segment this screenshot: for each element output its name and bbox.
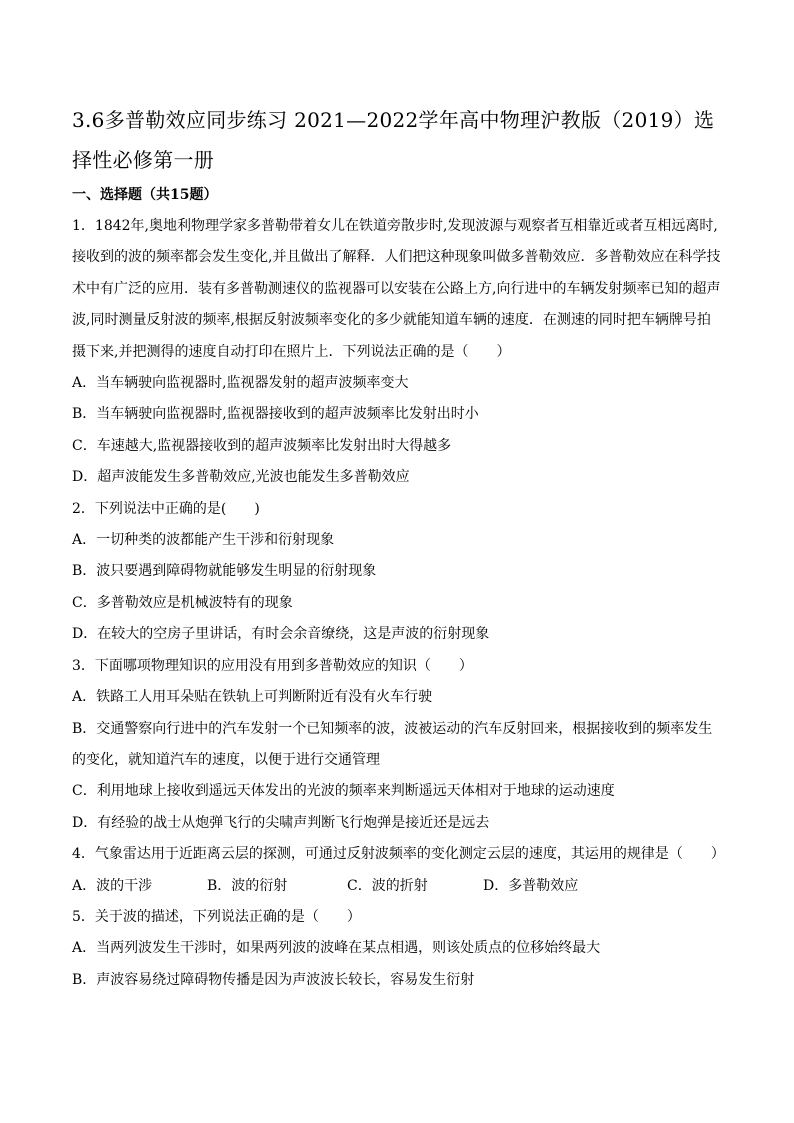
question-4-option-d: D．多普勒效应	[483, 877, 579, 894]
question-3-option-c: C．利用地球上接收到遥远天体发出的光波的频率来判断遥远天体相对于地球的运动速度	[72, 783, 615, 800]
question-2-option-a: A．一切种类的波都能产生干涉和衍射现象	[72, 532, 335, 549]
question-3-option-a: A．铁路工人用耳朵贴在铁轨上可判断附近有没有火车行驶	[72, 689, 433, 706]
question-3-option-b: B．交通警察向行进中的汽车发射一个已知频率的波，波被运动的汽车反射回来，根据接收到的频率发生的变化，就知道汽车的速度，以便于进行交通管理	[72, 720, 713, 768]
question-2-option-d: D．在较大的空房子里讲话，有时会余音缭绕，这是声波的衍射现象	[72, 626, 490, 643]
question-4-option-c: C．波的折射	[347, 877, 428, 894]
question-1-option-d: D．超声波能发生多普勒效应,光波也能发生多普勒效应	[72, 469, 410, 486]
question-4-option-b: B．波的衍射	[207, 877, 288, 894]
question-3-option-d: D．有经验的战士从炮弹飞行的尖啸声判断飞行炮弹是接近还是远去	[72, 814, 490, 831]
section-heading: 一、选择题（共15题）	[72, 187, 218, 203]
question-3-stem: 3．下面哪项物理知识的应用没有用到多普勒效应的知识（ ）	[72, 657, 473, 674]
question-1-option-b: B．当车辆驶向监视器时,监视器接收到的超声波频率比发射出时小	[72, 406, 479, 423]
question-5-option-a: A．当两列波发生干涉时，如果两列波的波峰在某点相遇，则该处质点的位移始终最大	[72, 940, 601, 957]
question-4-stem: 4．气象雷达用于近距离云层的探测，可通过反射波频率的变化测定云层的速度，其运用的规律是（ ）	[72, 846, 725, 863]
question-4-options	[72, 871, 722, 902]
question-2-option-c: C．多普勒效应是机械波特有的现象	[72, 594, 293, 611]
document-title: 3.6多普勒效应同步练习 2021—2022学年高中物理沪教版（2019）选择性必修第一册	[72, 108, 715, 172]
question-5-stem: 5．关于波的描述，下列说法正确的是（ ）	[72, 908, 361, 925]
question-2-option-b: B．波只要遇到障碍物就能够发生明显的衍射现象	[72, 563, 377, 580]
question-1-option-c: C．车速越大,监视器接收到的超声波频率比发射出时大得越多	[72, 437, 452, 454]
question-list	[72, 211, 725, 996]
question-5-option-b: B．声波容易绕过障碍物传播是因为声波波长较长，容易发生衍射	[72, 971, 475, 988]
question-4-option-a: A．波的干涉	[72, 877, 153, 894]
question-2-stem: 2．下列说法中正确的是( )	[72, 500, 260, 517]
question-1-option-a: A．当车辆驶向监视器时,监视器发射的超声波频率变大	[72, 375, 409, 392]
question-1-stem: 1．1842年,奥地利物理学家多普勒带着女儿在铁道旁散步时,发现波源与观察者互相靠近或者互相远离时,接收到的波的频率都会发生变化,并且做出了解释．人们把这种现象叫做多普勒效应．多普勒效应在科学技术中有广泛的应用．装有多普勒测速仪的监视器可以安装在公路上方,向行进中的车辆发射频率已知的超声波,同时测量反射波的频率,根据反射波频率变化的多少就能知道车辆的速度．在测速的同时把车辆牌号拍摄下来,并把测得的速度自动打印在照片上．下列说法正确的是（ ）	[72, 218, 721, 360]
